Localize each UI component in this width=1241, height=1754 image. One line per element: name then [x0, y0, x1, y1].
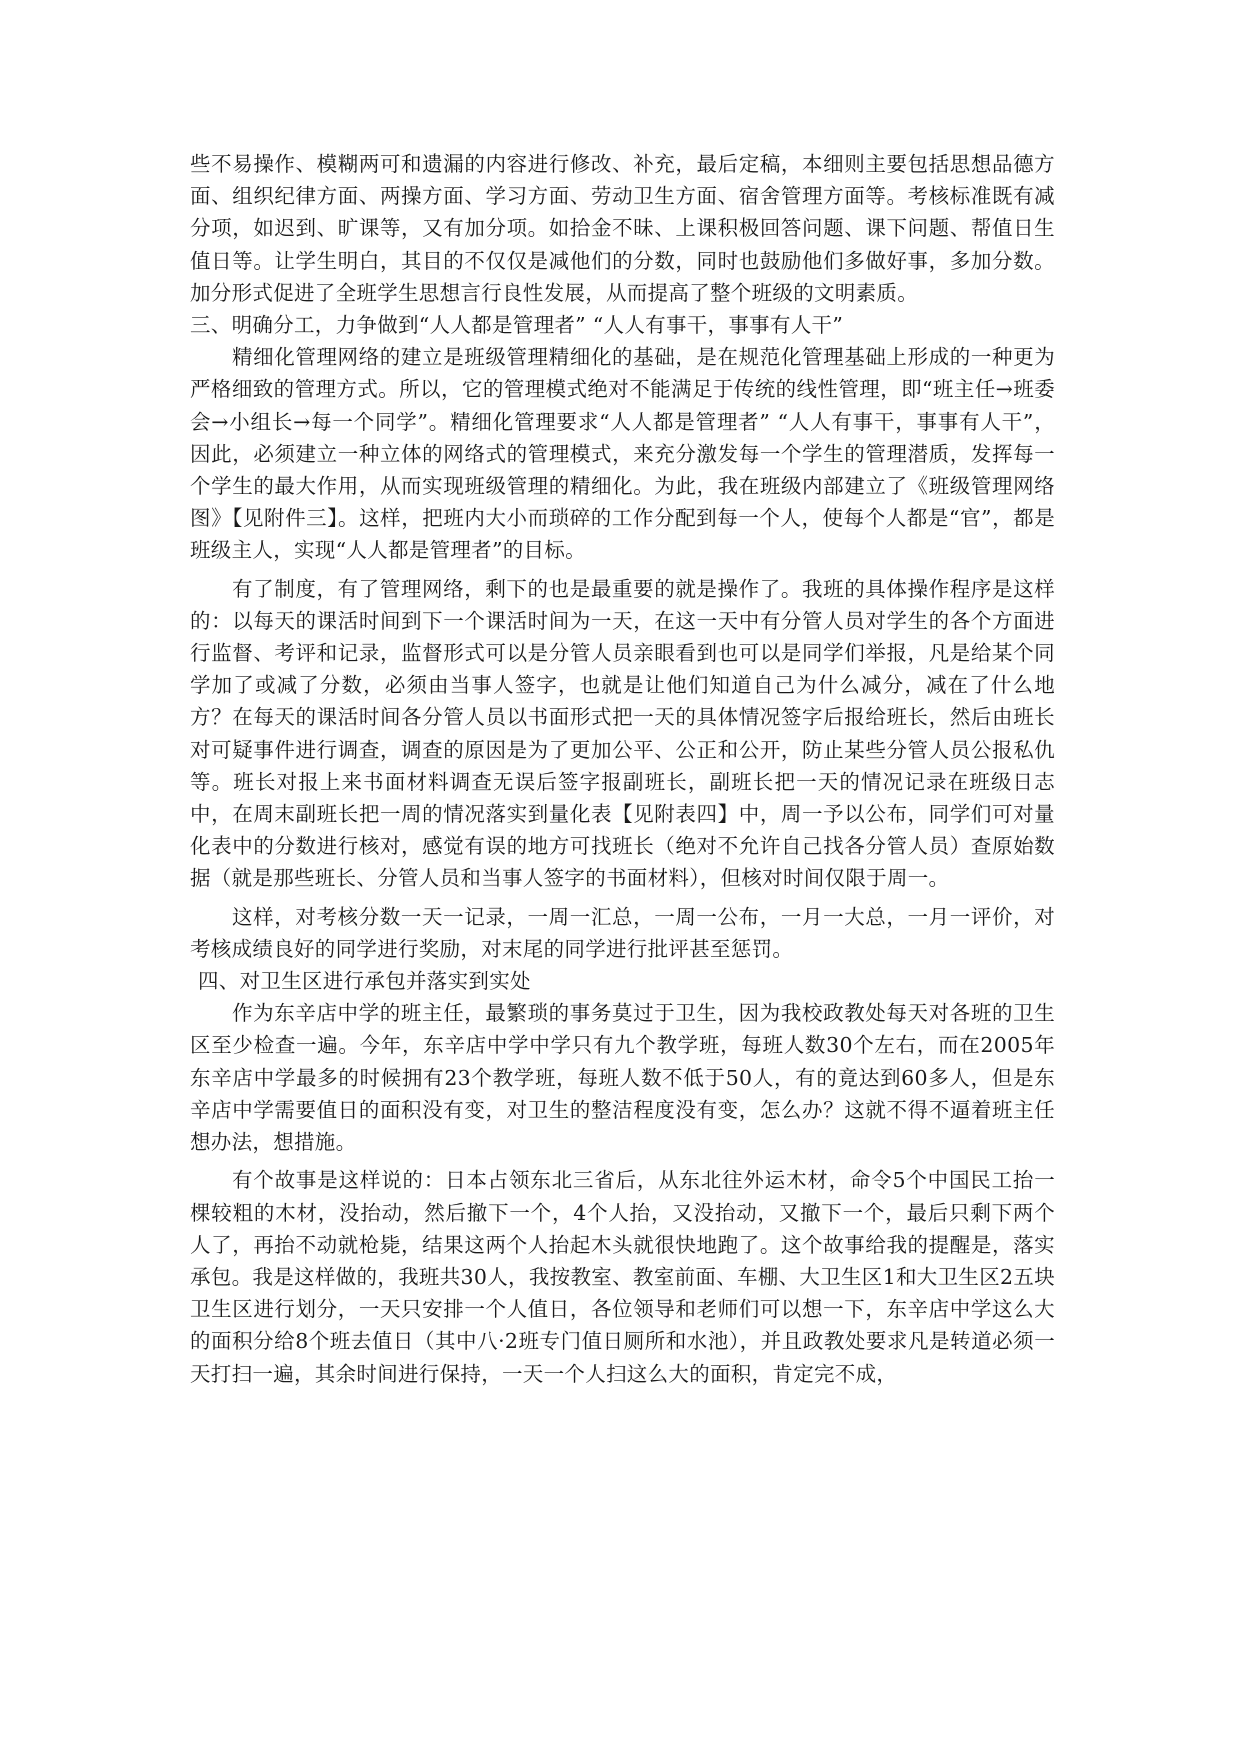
- paragraph-assessment-summary: 这样，对考核分数一天一记录，一周一汇总，一周一公布，一月一大总，一月一评价，对考核成绩良好的同学进行奖励，对末尾的同学进行批评甚至惩罚。: [190, 904, 1055, 961]
- paragraph-continuation: 些不易操作、模糊两可和遗漏的内容进行修改、补充，最后定稿，本细则主要包括思想品德方面、组织纪律方面、两操方面、学习方面、劳动卫生方面、宿舍管理方面等。考核标准既有减分项，如迟到、旷课等，又有加分项。如拾金不昧、上课积极回答问题、课下问题、帮值日生值日等。让学生明白，其目的不仅仅是减他们的分数，同时也鼓励他们多做好事，多加分数。加分形式促进了全班学生思想言行良性发展，从而提高了整个班级的文明素质。: [190, 152, 1055, 305]
- paragraph-operation-procedure: 有了制度，有了管理网络，剩下的也是最重要的就是操作了。我班的具体操作程序是这样的：以每天的课活时间到下一个课活时间为一天，在这一天中有分管人员对学生的各个方面进行监督、考评和记录，监督形式可以是分管人员亲眼看到也可以是同学们举报，凡是给某个同学加了或减了分数，必须由当事人签字，也就是让他们知道自己为什么减分，减在了什么地方？在每天的课活时间各分管人员以书面形式把一天的具体情况签字后报给班长，然后由班长对可疑事件进行调查，调查的原因是为了更加公平、公正和公开，防止某些分管人员公报私仇等。班长对报上来书面材料调查无误后签字报副班长，副班长把一天的情况记录在班级日志中，在周末副班长把一周的情况落实到量化表【见附表四】中，周一予以公布，同学们可对量化表中的分数进行核对，感觉有误的地方可找班长（绝对不允许自己找各分管人员）查原始数据（就是那些班长、分管人员和当事人签字的书面材料），但核对时间仅限于周一。: [190, 576, 1055, 891]
- paragraph-management-network: 精细化管理网络的建立是班级管理精细化的基础，是在规范化管理基础上形成的一种更为严格细致的管理方式。所以，它的管理模式绝对不能满足于传统的线性管理，即“班主任→班委会→小组长→每一个同学”。精细化管理要求“人人都是管理者” “人人有事干，事事有人干”，因此，必须建立一种立体的网络式的管理模式，来充分激发每一个学生的管理潜质，发挥每一个学生的最大作用，从而实现班级管理的精细化。为此，我在班级内部建立了《班级管理网络图》【见附件三】。这样，把班内大小而琐碎的工作分配到每一个人，使每个人都是“官”，都是班级主人，实现“人人都是管理者”的目标。: [190, 345, 1055, 563]
- paragraph-story: 有个故事是这样说的：日本占领东北三省后，从东北往外运木材，命令5个中国民工抬一棵较粗的木材，没抬动，然后撤下一个，4个人抬，又没抬动，又撤下一个，最后只剩下两个人了，再抬不动就枪毙，结果这两个人抬起木头就很快地跑了。这个故事给我的提醒是，落实承包。我是这样做的，我班共30人，我按教室、教室前面、车棚、大卫生区1和大卫生区2五块卫生区进行划分，一天只安排一个人值日，各位领导和老师们可以想一下，东辛店中学这么大的面积分给8个班去值日（其中八·2班专门值日厕所和水池），并且政教处要求凡是转道必须一天打扫一遍，其余时间进行保持，一天一个人扫这么大的面积，肯定完不成，: [190, 1168, 1055, 1386]
- section-heading-three: 三、明确分工，力争做到“人人都是管理者” “人人有事干，事事有人干”: [190, 313, 844, 338]
- paragraph-hygiene-area: 作为东辛店中学的班主任，最繁琐的事务莫过于卫生，因为我校政教处每天对各班的卫生区至少检查一遍。今年，东辛店中学中学只有九个教学班，每班人数30个左右，而在2005年东辛店中学最多的时候拥有23个教学班，每班人数不低于50人，有的竟达到60多人，但是东辛店中学需要值日的面积没有变，对卫生的整洁程度没有变，怎么办？这就不得不逼着班主任想办法，想措施。: [190, 1001, 1055, 1155]
- section-heading-four: 四、对卫生区进行承包并落实到实处: [198, 969, 531, 994]
- document-body: [190, 148, 1055, 1390]
